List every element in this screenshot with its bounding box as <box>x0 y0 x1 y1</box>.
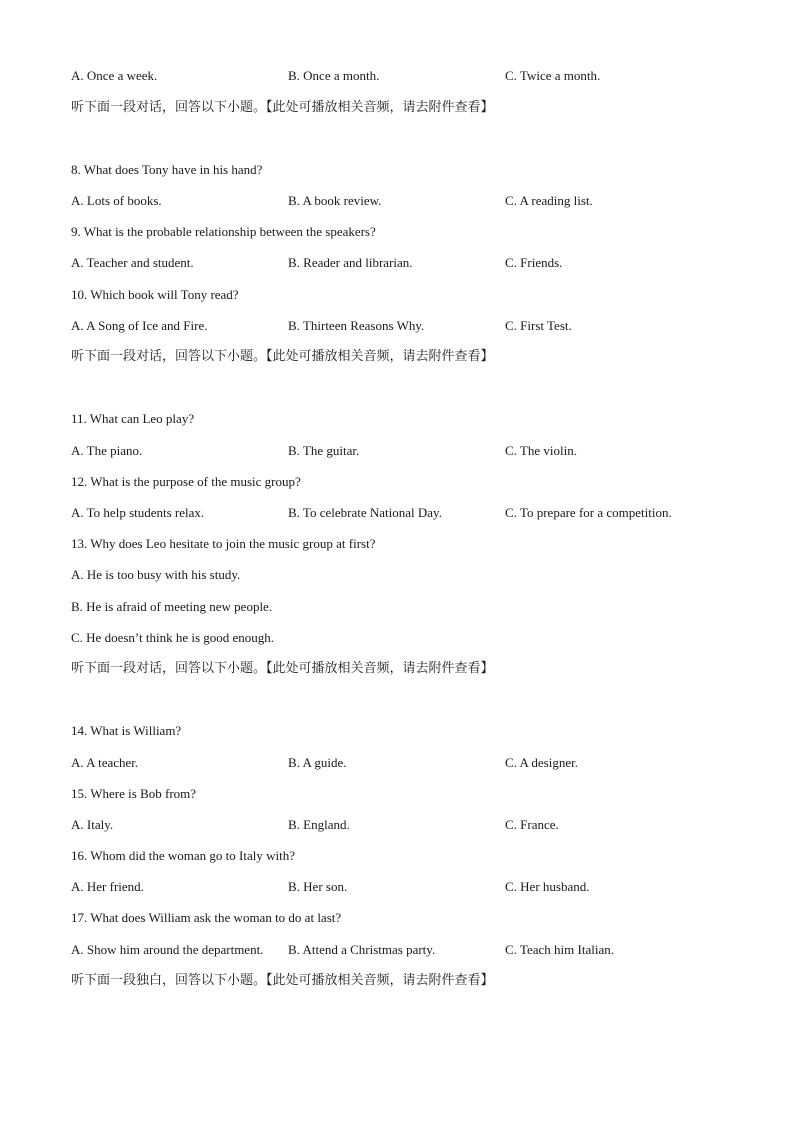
question-text: 10. Which book will Tony read? <box>71 287 239 302</box>
question-text: 15. Where is Bob from? <box>71 786 197 801</box>
option-b: B. Once a month. <box>288 68 380 83</box>
option-a: A. The piano. <box>71 443 143 458</box>
option-c: C. Friends. <box>505 255 563 270</box>
question-text: 14. What is William? <box>71 723 182 738</box>
option-b: B. Her son. <box>288 879 348 894</box>
question-text: 11. What can Leo play? <box>71 411 195 426</box>
question-text: 13. Why does Leo hesitate to join the music group at first? <box>71 536 376 551</box>
option-c: C. To prepare for a competition. <box>505 505 672 520</box>
listening-instruction: 听下面一段独白，回答以下小题。【此处可播放相关音频，请去附件查看】 <box>71 973 494 988</box>
option-b: B. A guide. <box>288 755 347 770</box>
option-b: B. To celebrate National Day. <box>288 505 442 520</box>
option-a: A. Show him around the department. <box>71 942 264 957</box>
question-text: 16. Whom did the woman go to Italy with? <box>71 848 295 863</box>
option-line: B. He is afraid of meeting new people. <box>71 599 273 614</box>
option-c: C. France. <box>505 817 559 832</box>
option-line: C. He doesn’t think he is good enough. <box>71 630 275 645</box>
option-a: A. Lots of books. <box>71 193 162 208</box>
option-a: A. A Song of Ice and Fire. <box>71 318 208 333</box>
question-text: 17. What does William ask the woman to do at last? <box>71 910 342 925</box>
option-c: C. Twice a month. <box>505 68 601 83</box>
option-line: A. He is too busy with his study. <box>71 567 241 582</box>
option-c: C. First Test. <box>505 318 572 333</box>
option-a: A. Italy. <box>71 817 114 832</box>
option-b: B. The guitar. <box>288 443 360 458</box>
question-text: 9. What is the probable relationship between the speakers? <box>71 224 376 239</box>
option-c: C. The violin. <box>505 443 577 458</box>
listening-instruction: 听下面一段对话，回答以下小题。【此处可播放相关音频，请去附件查看】 <box>71 100 494 115</box>
option-c: C. A reading list. <box>505 193 593 208</box>
option-c: C. A designer. <box>505 755 578 770</box>
option-c: C. Her husband. <box>505 879 590 894</box>
listening-instruction: 听下面一段对话，回答以下小题。【此处可播放相关音频，请去附件查看】 <box>71 349 494 364</box>
option-a: A. A teacher. <box>71 755 139 770</box>
option-b: B. Attend a Christmas party. <box>288 942 436 957</box>
option-b: B. England. <box>288 817 350 832</box>
option-b: B. A book review. <box>288 193 382 208</box>
option-a: A. To help students relax. <box>71 505 205 520</box>
listening-instruction: 听下面一段对话，回答以下小题。【此处可播放相关音频，请去附件查看】 <box>71 661 494 676</box>
option-b: B. Thirteen Reasons Why. <box>288 318 425 333</box>
option-a: A. Teacher and student. <box>71 255 194 270</box>
option-c: C. Teach him Italian. <box>505 942 614 957</box>
question-text: 12. What is the purpose of the music group? <box>71 474 301 489</box>
option-a: A. Her friend. <box>71 879 144 894</box>
question-text: 8. What does Tony have in his hand? <box>71 162 263 177</box>
option-b: B. Reader and librarian. <box>288 255 413 270</box>
option-a: A. Once a week. <box>71 68 158 83</box>
